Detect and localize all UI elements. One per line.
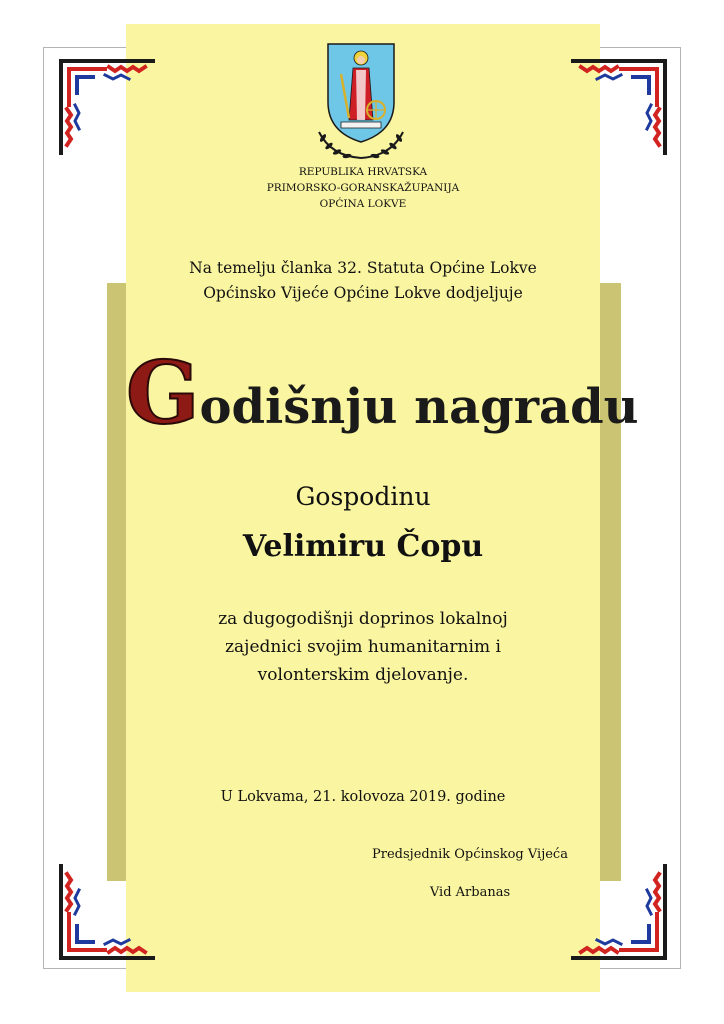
award-reason <box>126 605 600 689</box>
authority-line-2: PRIMORSKO-GORANSKAŽUPANIJA <box>266 182 460 194</box>
reason-line-2: zajednici svojim humanitarnim i <box>225 637 501 657</box>
award-title-initial: G <box>126 343 200 444</box>
basis-line-1: Na temelju članka 32. Statuta Općine Lokve <box>189 259 537 277</box>
salutation: Gospodinu <box>295 482 431 511</box>
award-title <box>126 343 639 446</box>
corner-ornament-icon <box>57 57 157 157</box>
signatory-name: Vid Arbanas <box>429 885 511 900</box>
award-title-rest: odišnju nagradu <box>199 379 639 435</box>
signatory-title: Predsjednik Općinskog Vijeća <box>372 847 568 862</box>
place-and-date: U Lokvama, 21. kolovoza 2019. godine <box>220 789 506 805</box>
corner-ornament-icon <box>569 57 669 157</box>
issuing-authority <box>126 164 600 212</box>
corner-ornament-icon <box>57 862 157 962</box>
authority-line-1: REPUBLIKA HRVATSKA <box>298 166 428 178</box>
legal-basis <box>126 256 600 306</box>
reason-line-3: volonterskim djelovanje. <box>257 665 469 685</box>
right-band <box>599 283 621 881</box>
authority-line-3: OPĆINA LOKVE <box>319 198 407 210</box>
coat-of-arms-icon <box>311 40 411 164</box>
basis-line-2: Općinsko Vijeće Općine Lokve dodjeljuje <box>203 284 523 302</box>
corner-ornament-icon <box>569 862 669 962</box>
recipient-name: Velimiru Čopu <box>242 529 484 564</box>
reason-line-1: za dugogodišnji doprinos lokalnoj <box>218 609 508 629</box>
